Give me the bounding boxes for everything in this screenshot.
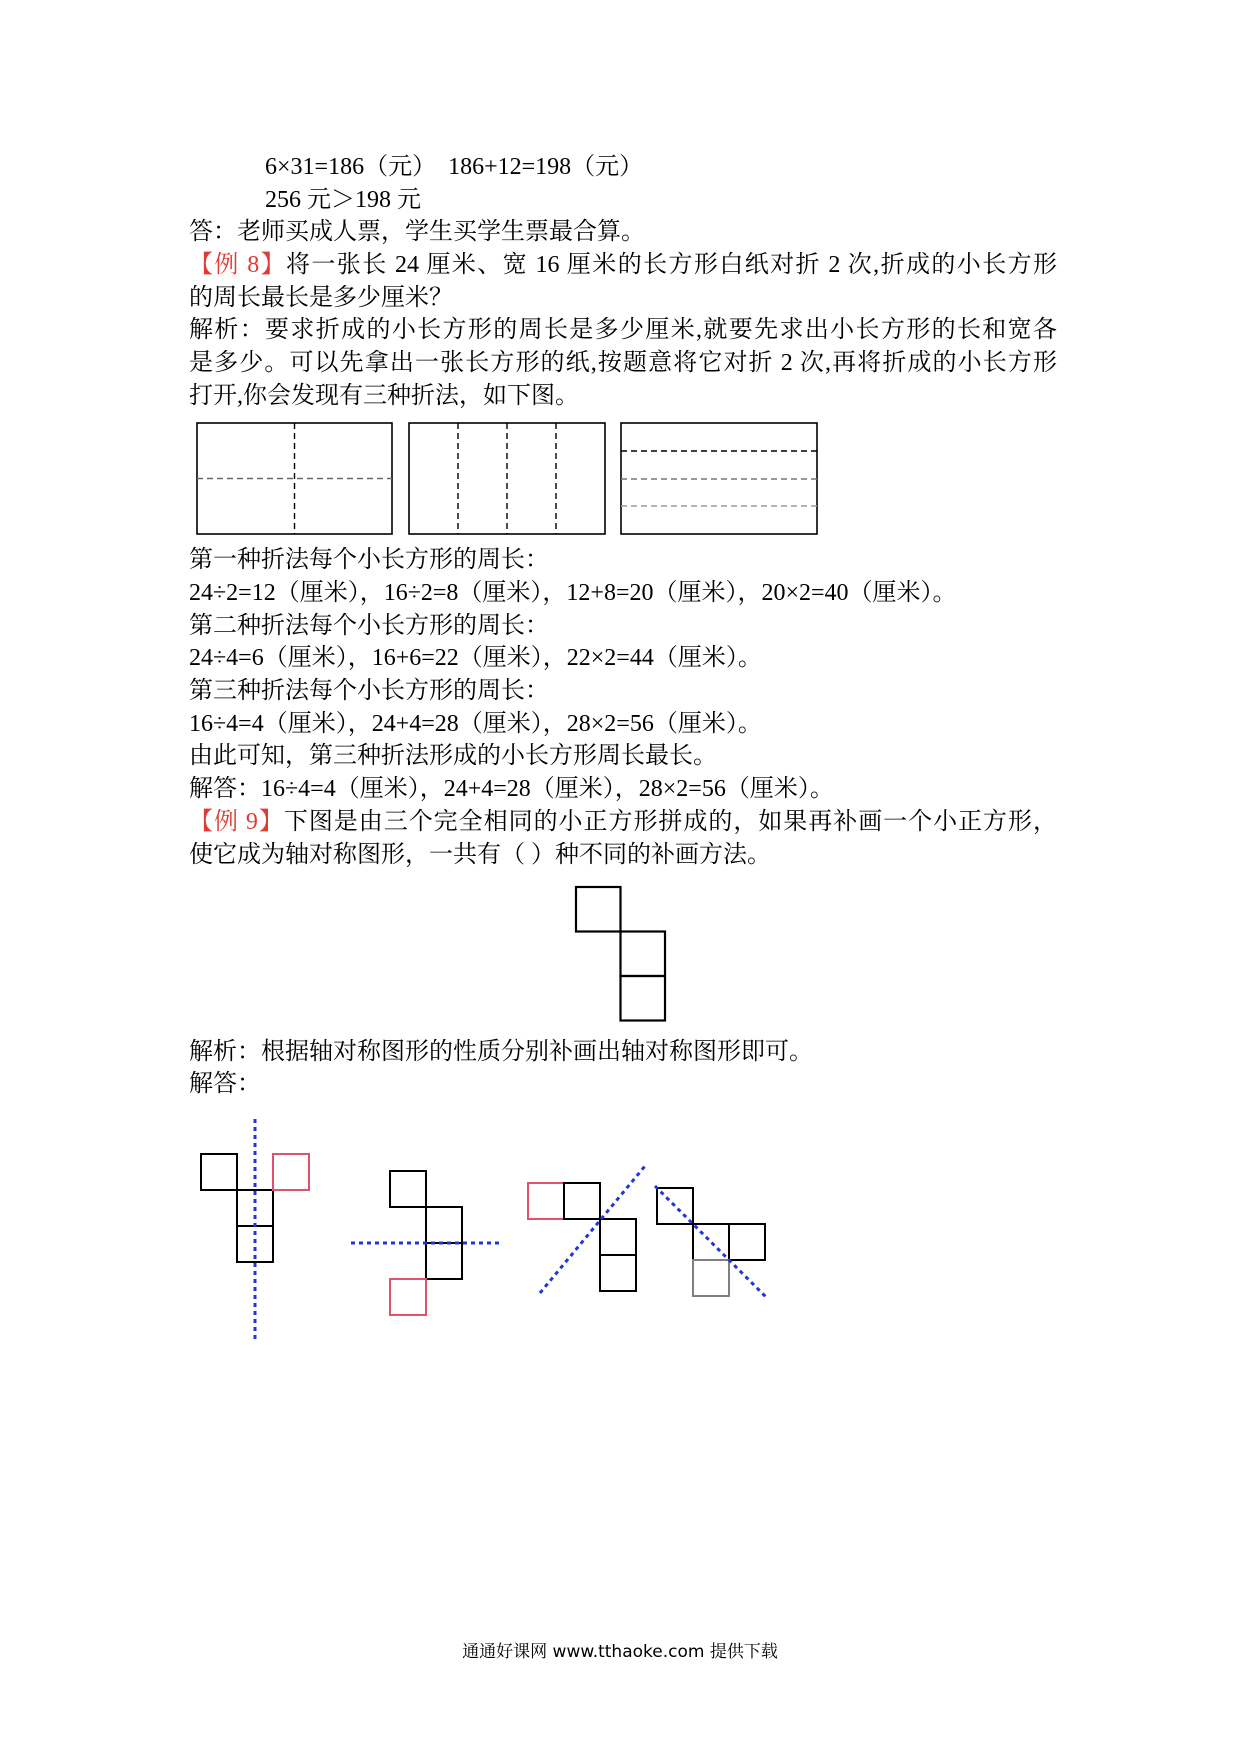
added-square — [729, 1224, 765, 1260]
square — [564, 1183, 600, 1219]
page-footer: 通通好课网 www.tthaoke.com 提供下载 — [462, 1642, 778, 1662]
square — [600, 1219, 636, 1255]
fold-diagram-2 — [409, 423, 605, 534]
square — [390, 1171, 426, 1207]
example9-answer-label: 解答： — [189, 1071, 261, 1097]
answer-figures — [201, 1119, 768, 1339]
example8-tag: 【例 8】 — [189, 252, 287, 278]
answer-figure-4 — [655, 1186, 768, 1299]
method3-heading: 第三种折法每个小长方形的周长： — [189, 678, 549, 704]
calc-line: 6×31=186（元） 186+12=198（元） — [265, 154, 644, 180]
example8-question-text: 将一张长 24 厘米、宽 16 厘米的长方形白纸对折 2 次,折成的小长方形 — [286, 252, 1058, 278]
method1-heading: 第一种折法每个小长方形的周长： — [189, 547, 549, 573]
square — [426, 1207, 462, 1243]
example9-tag: 【例 9】 — [189, 809, 284, 835]
three-squares-figure — [576, 887, 665, 1021]
example9-analysis: 解析：根据轴对称图形的性质分别补画出轴对称图形即可。 — [189, 1039, 813, 1065]
answer-line: 答：老师买成人票，学生买学生票最合算。 — [189, 219, 645, 245]
fold-diagram-3 — [621, 423, 817, 534]
square — [621, 976, 666, 1021]
added-square — [390, 1279, 426, 1315]
example8-answer: 解答：16÷4=4（厘米），24+4=28（厘米），28×2=56（厘米）。 — [189, 776, 834, 802]
method3-calc: 16÷4=4（厘米），24+4=28（厘米），28×2=56（厘米）。 — [189, 711, 762, 737]
example8-question-line-2: 的周长最长是多少厘米？ — [189, 285, 453, 311]
paper-outline — [621, 423, 817, 534]
added-square — [528, 1183, 564, 1219]
method1-calc: 24÷2=12（厘米），16÷2=8（厘米），12+8=20（厘米），20×2=40（厘米）。 — [189, 580, 957, 606]
square — [693, 1260, 729, 1296]
method2-heading: 第二种折法每个小长方形的周长： — [189, 613, 549, 639]
square — [201, 1154, 237, 1190]
fold-diagram-1 — [197, 423, 392, 534]
example8-analysis-line-1: 解析：要求折成的小长方形的周长是多少厘米,就要先求出小长方形的长和宽各 — [189, 317, 1057, 343]
example8-analysis-line-3: 打开,你会发现有三种折法，如下图。 — [189, 383, 579, 409]
fold-diagrams — [197, 423, 817, 534]
square — [621, 932, 666, 977]
answer-figure-1 — [201, 1119, 309, 1339]
example9-question-line-2: 使它成为轴对称图形，一共有（ ）种不同的补画方法。 — [189, 842, 771, 868]
comparison-line: 256 元＞198 元 — [265, 187, 421, 213]
example8-conclusion: 由此可知，第三种折法形成的小长方形周长最长。 — [189, 743, 717, 769]
answer-figure-2 — [351, 1171, 502, 1315]
square — [426, 1243, 462, 1279]
square — [576, 887, 621, 932]
symmetry-axis — [655, 1186, 768, 1299]
example9-question-text: 下图是由三个完全相同的小正方形拼成的，如果再补画一个小正方形， — [283, 809, 1057, 835]
example8-analysis-line-2: 是多少。可以先拿出一张长方形的纸,按题意将它对折 2 次,再将折成的小长方形 — [189, 350, 1057, 376]
square — [600, 1255, 636, 1291]
symmetry-axis — [540, 1166, 645, 1293]
added-square — [273, 1154, 309, 1190]
answer-figure-3 — [528, 1166, 645, 1293]
method2-calc: 24÷4=6（厘米），16+6=22（厘米），22×2=44（厘米）。 — [189, 645, 762, 671]
